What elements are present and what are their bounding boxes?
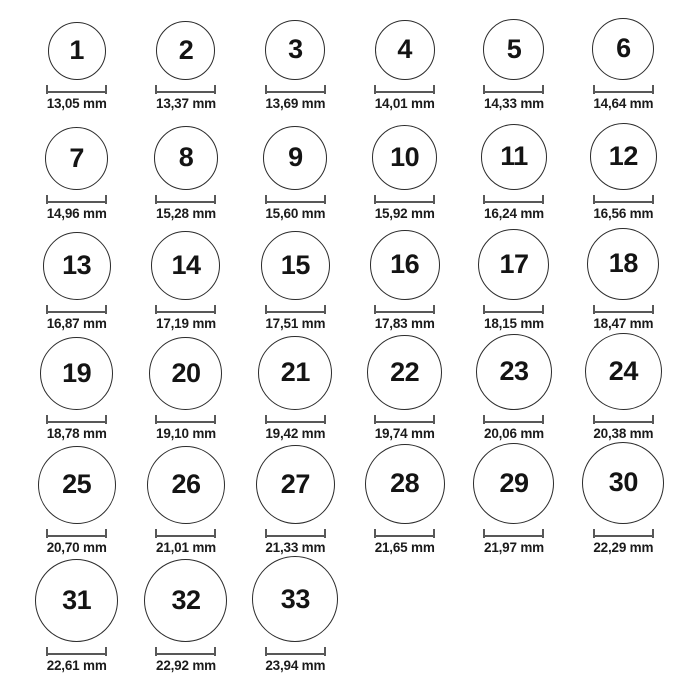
dimension-tick-right-icon — [542, 415, 544, 424]
ring-circle — [261, 231, 330, 300]
diameter-label: 17,19 mm — [156, 315, 216, 331]
ring-size-cell — [131, 556, 240, 674]
dimension-bar — [374, 535, 435, 537]
dimension-bar — [265, 653, 326, 655]
ring-size-number: 7 — [69, 142, 84, 173]
diameter-dimension-line — [374, 415, 435, 424]
dimension-bar — [46, 653, 107, 655]
ring-size-number: 18 — [608, 248, 638, 279]
ring-size-number: 26 — [171, 469, 201, 500]
ring-size-cell — [22, 112, 131, 222]
diameter-label: 22,29 mm — [593, 539, 654, 555]
ring-size-cell — [569, 442, 678, 556]
diameter-label: 21,01 mm — [156, 539, 216, 555]
ring-circle — [365, 444, 445, 524]
ring-size-cell — [459, 112, 568, 222]
ring-size-number: 15 — [280, 249, 310, 280]
ring-size-cell — [350, 112, 459, 222]
dimension-tick-right-icon — [542, 195, 544, 204]
ring-circle — [256, 445, 335, 524]
ring-size-cell — [569, 332, 678, 442]
dimension-tick-right-icon — [105, 415, 107, 424]
diameter-dimension-line — [265, 305, 326, 314]
diameter-label: 20,70 mm — [46, 539, 107, 555]
ring-circle — [38, 446, 116, 524]
dimension-tick-right-icon — [433, 85, 435, 94]
dimension-tick-right-icon — [324, 195, 326, 204]
dimension-bar — [483, 201, 544, 203]
ring-size-cell — [350, 222, 459, 332]
diameter-label: 14,64 mm — [593, 95, 654, 111]
ring-circle — [43, 232, 111, 300]
dimension-bar — [46, 311, 107, 313]
dimension-tick-right-icon — [105, 85, 107, 94]
dimension-bar — [593, 421, 654, 423]
dimension-bar — [265, 421, 326, 423]
diameter-dimension-line — [374, 529, 435, 538]
diameter-dimension-line — [155, 305, 216, 314]
dimension-tick-right-icon — [542, 529, 544, 538]
ring-size-cell — [241, 112, 350, 222]
dimension-bar — [155, 91, 216, 93]
dimension-bar — [593, 535, 654, 537]
dimension-bar — [46, 91, 107, 93]
dimension-bar — [265, 91, 326, 93]
ring-circle — [156, 21, 215, 80]
diameter-label: 19,10 mm — [156, 425, 216, 441]
ring-size-number: 12 — [608, 140, 638, 171]
ring-size-cell — [241, 332, 350, 442]
diameter-dimension-line — [155, 415, 216, 424]
ring-size-number: 19 — [62, 357, 92, 388]
ring-circle — [587, 228, 659, 300]
ring-size-cell — [459, 8, 568, 112]
diameter-label: 19,74 mm — [374, 425, 435, 441]
ring-circle — [252, 556, 338, 642]
diameter-label: 22,61 mm — [46, 658, 107, 673]
diameter-dimension-line — [374, 85, 435, 94]
diameter-dimension-line — [46, 305, 107, 314]
dimension-tick-right-icon — [324, 647, 326, 656]
ring-size-number: 32 — [171, 585, 201, 615]
ring-size-cell — [131, 112, 240, 222]
dimension-tick-right-icon — [324, 305, 326, 314]
dimension-tick-right-icon — [105, 647, 107, 656]
dimension-bar — [265, 201, 326, 203]
diameter-label: 21,33 mm — [265, 539, 326, 555]
ring-circle — [144, 559, 227, 642]
dimension-bar — [46, 535, 107, 537]
dimension-bar — [155, 421, 216, 423]
dimension-tick-right-icon — [652, 415, 654, 424]
diameter-label: 16,87 mm — [46, 315, 107, 331]
ring-size-number: 31 — [62, 585, 92, 615]
ring-circle — [35, 559, 118, 642]
diameter-label: 15,28 mm — [156, 205, 216, 221]
ring-size-number: 2 — [178, 34, 194, 65]
ring-size-number: 13 — [62, 250, 92, 281]
diameter-dimension-line — [374, 195, 435, 204]
ring-size-number: 14 — [171, 249, 201, 280]
ring-size-cell — [241, 8, 350, 112]
ring-size-number: 4 — [397, 34, 412, 65]
ring-size-number: 8 — [178, 142, 194, 173]
diameter-dimension-line — [46, 647, 107, 656]
ring-size-cell — [131, 222, 240, 332]
ring-size-number: 28 — [390, 468, 420, 499]
ring-circle — [483, 19, 544, 80]
ring-size-cell — [459, 332, 568, 442]
ring-circle — [370, 230, 440, 300]
diameter-label: 17,51 mm — [265, 315, 326, 331]
ring-size-number: 24 — [608, 355, 638, 386]
diameter-dimension-line — [593, 529, 654, 538]
dimension-tick-right-icon — [433, 529, 435, 538]
ring-circle — [582, 442, 664, 524]
dimension-bar — [46, 421, 107, 423]
dimension-bar — [483, 311, 544, 313]
ring-size-number: 29 — [499, 467, 529, 498]
dimension-bar — [46, 201, 107, 203]
dimension-tick-right-icon — [214, 415, 216, 424]
dimension-bar — [483, 421, 544, 423]
dimension-bar — [155, 653, 216, 655]
diameter-label: 13,37 mm — [156, 95, 216, 111]
dimension-bar — [374, 91, 435, 93]
diameter-dimension-line — [155, 647, 216, 656]
ring-circle — [585, 333, 662, 410]
ring-circle — [592, 18, 654, 80]
diameter-label: 15,60 mm — [265, 205, 326, 221]
dimension-tick-right-icon — [433, 195, 435, 204]
diameter-dimension-line — [483, 529, 544, 538]
ring-circle — [367, 335, 442, 410]
diameter-dimension-line — [374, 305, 435, 314]
dimension-bar — [593, 91, 654, 93]
ring-size-number: 6 — [616, 33, 631, 64]
diameter-label: 19,42 mm — [265, 425, 326, 441]
ring-size-number: 10 — [390, 141, 420, 172]
dimension-bar — [374, 311, 435, 313]
dimension-tick-right-icon — [105, 529, 107, 538]
diameter-dimension-line — [155, 529, 216, 538]
dimension-bar — [374, 201, 435, 203]
dimension-tick-right-icon — [433, 415, 435, 424]
ring-circle — [258, 336, 332, 410]
ring-size-cell — [350, 332, 459, 442]
diameter-dimension-line — [483, 305, 544, 314]
dimension-bar — [155, 201, 216, 203]
diameter-dimension-line — [593, 85, 654, 94]
ring-size-cell — [131, 8, 240, 112]
diameter-label: 18,15 mm — [484, 315, 544, 331]
ring-size-cell — [459, 222, 568, 332]
dimension-tick-right-icon — [652, 85, 654, 94]
ring-size-cell — [350, 8, 459, 112]
ring-size-number: 20 — [171, 357, 201, 388]
dimension-tick-right-icon — [214, 647, 216, 656]
diameter-label: 23,94 mm — [265, 658, 326, 673]
diameter-label: 20,38 mm — [593, 425, 654, 441]
ring-size-number: 27 — [280, 468, 310, 499]
dimension-tick-right-icon — [105, 195, 107, 204]
ring-size-cell — [131, 442, 240, 556]
diameter-label: 22,92 mm — [156, 658, 216, 673]
ring-size-cell — [131, 332, 240, 442]
ring-size-number: 21 — [280, 357, 310, 388]
diameter-dimension-line — [265, 195, 326, 204]
dimension-tick-right-icon — [433, 305, 435, 314]
diameter-dimension-line — [593, 195, 654, 204]
ring-circle — [45, 127, 108, 190]
diameter-dimension-line — [593, 415, 654, 424]
ring-size-number: 30 — [608, 467, 638, 498]
ring-size-number: 5 — [506, 33, 522, 64]
diameter-label: 20,06 mm — [484, 425, 544, 441]
ring-circle — [476, 334, 552, 410]
ring-size-cell — [22, 442, 131, 556]
diameter-dimension-line — [265, 529, 326, 538]
ring-circle — [590, 123, 657, 190]
ring-circle — [481, 124, 547, 190]
diameter-dimension-line — [46, 415, 107, 424]
diameter-dimension-line — [46, 195, 107, 204]
diameter-label: 13,05 mm — [46, 95, 107, 111]
diameter-dimension-line — [155, 195, 216, 204]
ring-size-number: 16 — [390, 249, 420, 280]
ring-size-cell — [22, 222, 131, 332]
ring-circle — [372, 125, 437, 190]
diameter-label: 21,65 mm — [374, 539, 435, 555]
dimension-tick-right-icon — [652, 529, 654, 538]
diameter-label: 16,56 mm — [593, 205, 654, 221]
ring-size-cell — [459, 442, 568, 556]
ring-circle — [473, 443, 554, 524]
diameter-label: 18,78 mm — [46, 425, 107, 441]
dimension-tick-right-icon — [542, 85, 544, 94]
ring-size-number: 33 — [280, 583, 310, 614]
diameter-dimension-line — [265, 415, 326, 424]
ring-circle — [375, 20, 435, 80]
dimension-bar — [593, 311, 654, 313]
ring-size-cell — [22, 556, 131, 674]
ring-circle — [48, 22, 106, 80]
dimension-bar — [265, 535, 326, 537]
ring-size-cell — [350, 442, 459, 556]
diameter-dimension-line — [155, 85, 216, 94]
dimension-bar — [483, 535, 544, 537]
dimension-tick-right-icon — [214, 305, 216, 314]
diameter-dimension-line — [265, 85, 326, 94]
ring-circle — [265, 20, 325, 80]
diameter-dimension-line — [483, 415, 544, 424]
ring-circle — [151, 231, 220, 300]
dimension-tick-right-icon — [214, 85, 216, 94]
ring-size-cell — [241, 222, 350, 332]
dimension-bar — [265, 311, 326, 313]
ring-size-cell — [569, 112, 678, 222]
diameter-dimension-line — [593, 305, 654, 314]
ring-circle — [478, 229, 549, 300]
diameter-label: 18,47 mm — [593, 315, 654, 331]
dimension-tick-right-icon — [652, 195, 654, 204]
ring-size-number: 17 — [499, 248, 529, 279]
diameter-dimension-line — [46, 529, 107, 538]
diameter-label: 14,01 mm — [374, 95, 435, 111]
dimension-tick-right-icon — [652, 305, 654, 314]
diameter-dimension-line — [483, 85, 544, 94]
ring-size-number: 3 — [288, 34, 303, 65]
ring-circle — [154, 126, 218, 190]
ring-circle — [40, 337, 113, 410]
dimension-tick-right-icon — [324, 415, 326, 424]
diameter-label: 17,83 mm — [374, 315, 435, 331]
dimension-tick-right-icon — [214, 529, 216, 538]
diameter-dimension-line — [483, 195, 544, 204]
dimension-tick-right-icon — [542, 305, 544, 314]
diameter-label: 21,97 mm — [484, 539, 544, 555]
ring-size-cell — [22, 332, 131, 442]
ring-size-cell — [22, 8, 131, 112]
diameter-label: 15,92 mm — [374, 205, 435, 221]
ring-size-number: 25 — [62, 469, 92, 500]
dimension-tick-right-icon — [324, 85, 326, 94]
ring-size-number: 23 — [499, 356, 529, 387]
dimension-bar — [155, 535, 216, 537]
dimension-tick-right-icon — [214, 195, 216, 204]
ring-size-number: 22 — [390, 356, 420, 387]
diameter-dimension-line — [265, 647, 326, 656]
ring-size-cell — [241, 442, 350, 556]
dimension-bar — [374, 421, 435, 423]
dimension-bar — [155, 311, 216, 313]
dimension-tick-right-icon — [105, 305, 107, 314]
diameter-dimension-line — [46, 85, 107, 94]
diameter-label: 14,96 mm — [46, 205, 107, 221]
ring-circle — [263, 126, 327, 190]
dimension-tick-right-icon — [324, 529, 326, 538]
dimension-bar — [593, 201, 654, 203]
ring-circle — [147, 446, 225, 524]
ring-size-number: 1 — [69, 35, 84, 66]
ring-circle — [149, 337, 222, 410]
dimension-bar — [483, 91, 544, 93]
ring-size-cell — [569, 8, 678, 112]
diameter-label: 16,24 mm — [484, 205, 544, 221]
ring-size-number: 11 — [500, 141, 528, 172]
ring-size-cell — [569, 222, 678, 332]
ring-size-cell — [241, 556, 350, 674]
diameter-label: 13,69 mm — [265, 95, 326, 111]
ring-size-number: 9 — [288, 142, 303, 173]
diameter-label: 14,33 mm — [484, 95, 544, 111]
